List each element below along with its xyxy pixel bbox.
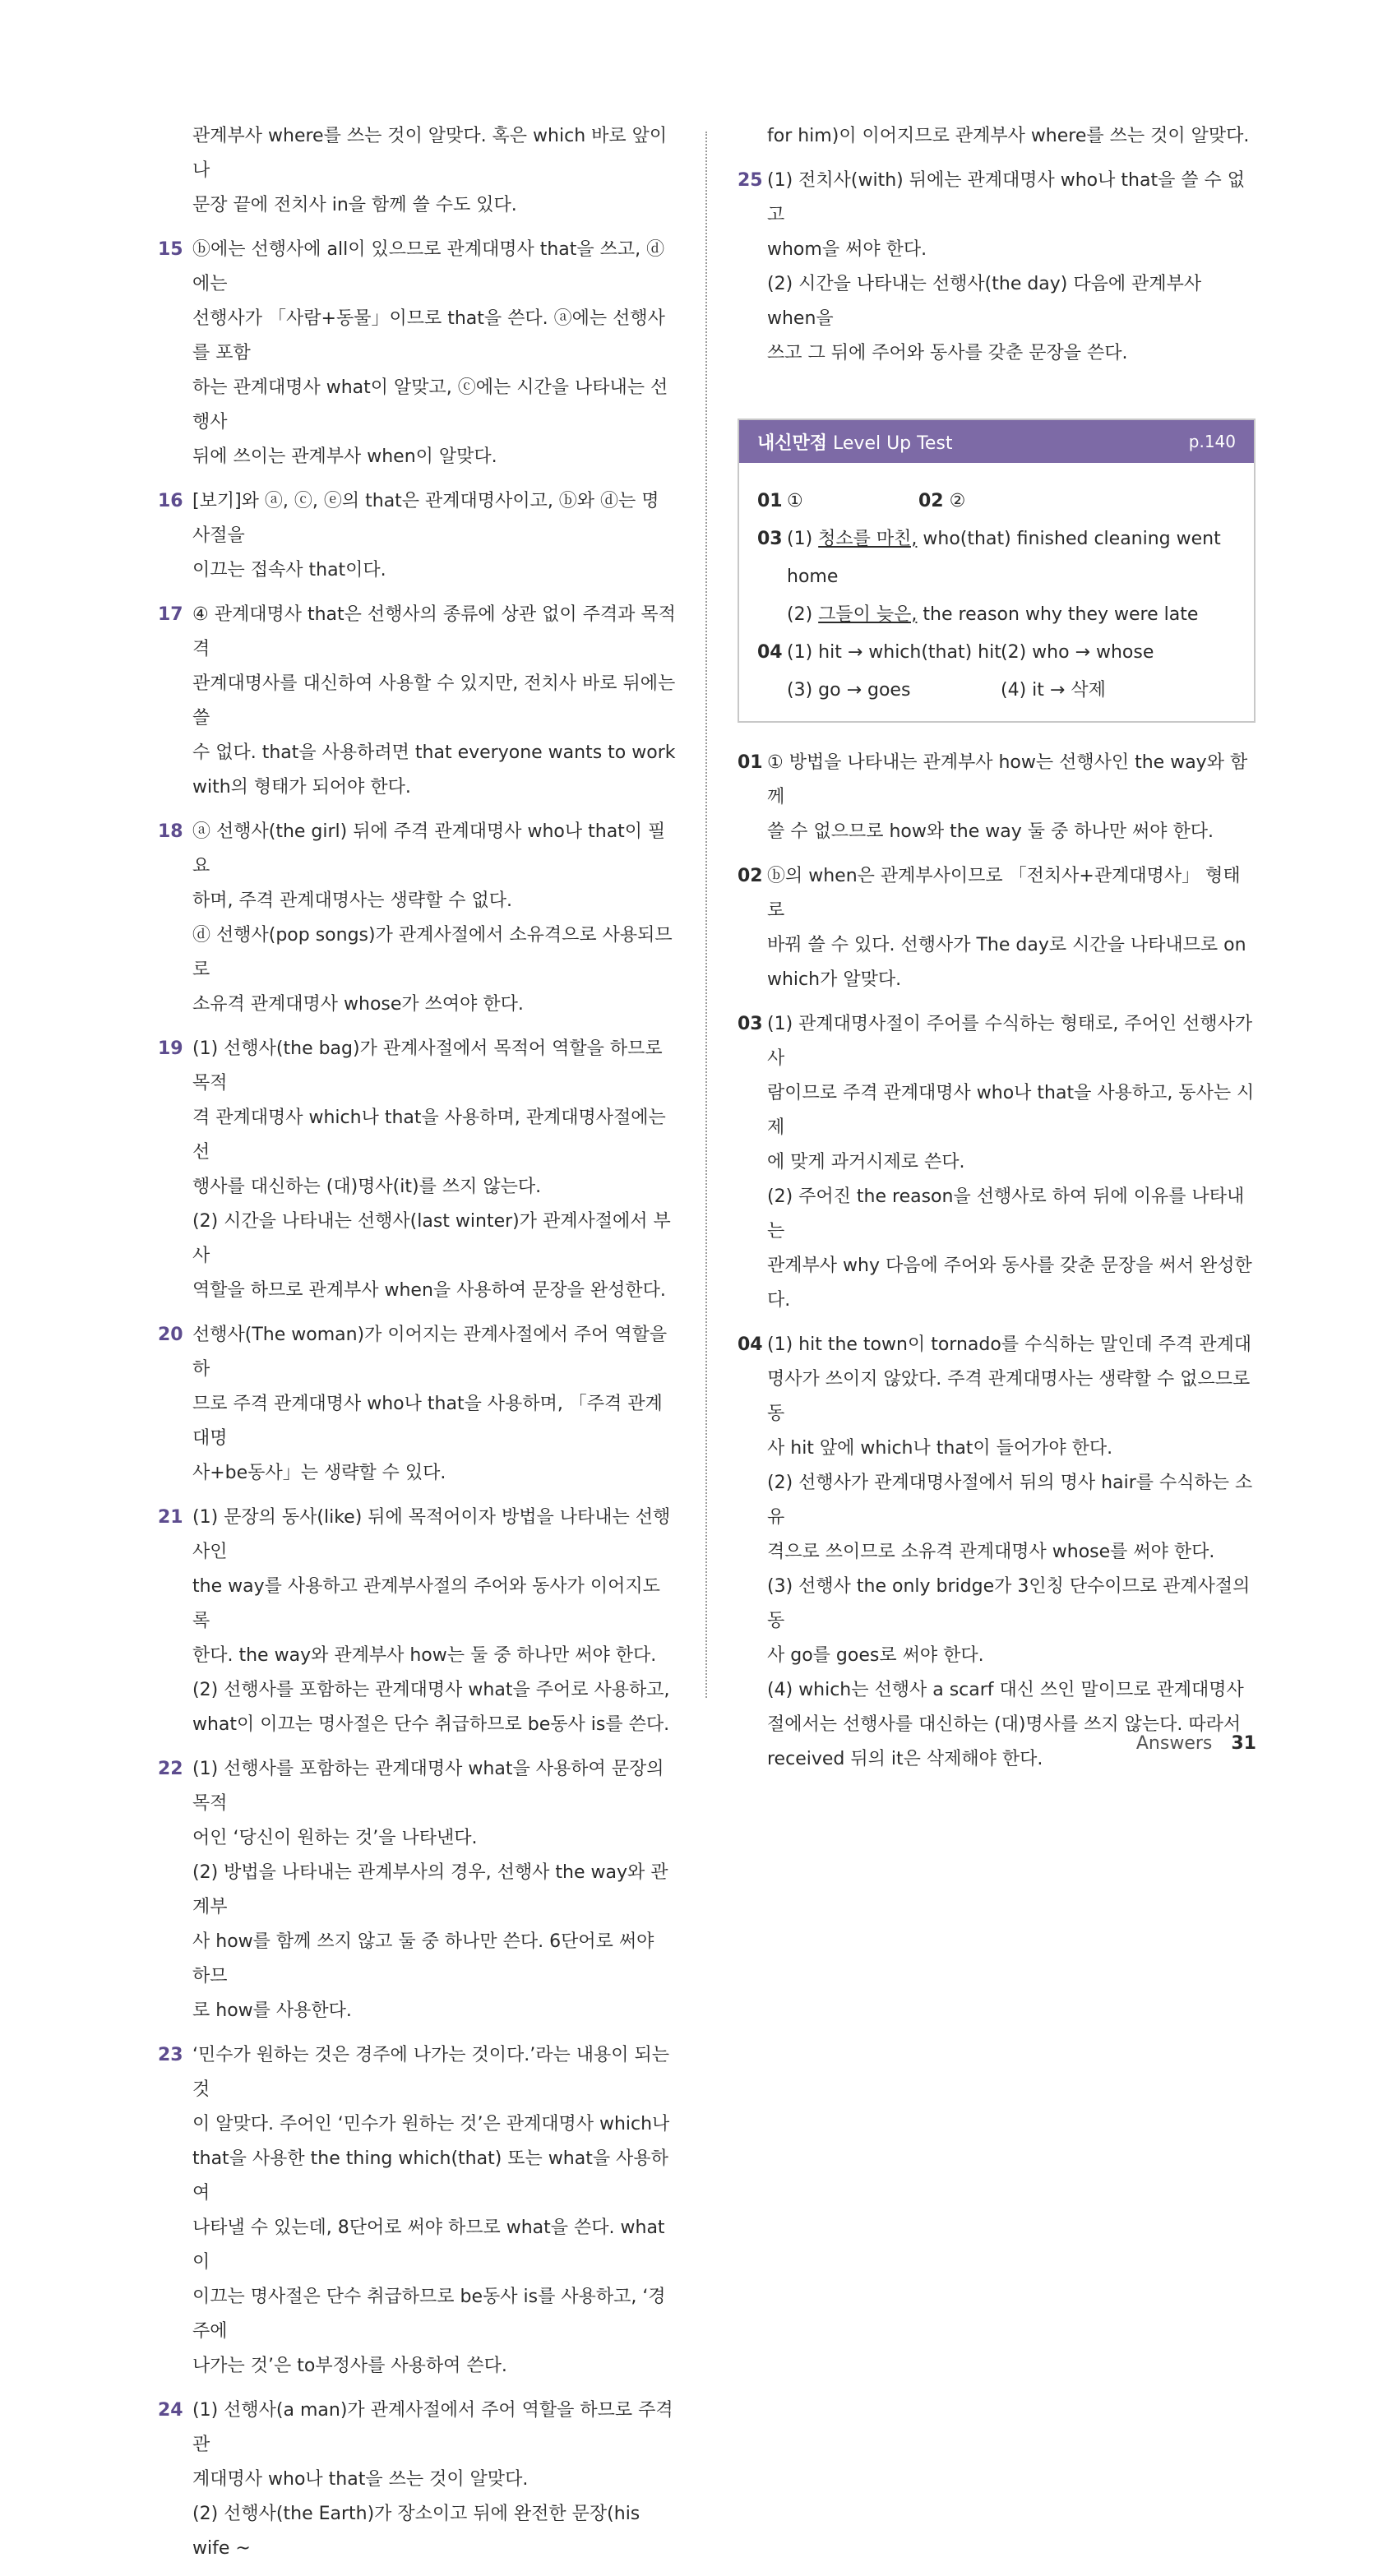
answer-item-19 <box>158 1032 676 1308</box>
left-column <box>158 119 676 2576</box>
text-line: that을 사용한 the thing which(that) 또는 what을 사용하여 <box>192 2148 668 2204</box>
item-number: 02 <box>738 866 763 886</box>
text-line: 사+be동사」는 생략할 수 있다. <box>192 1463 446 1483</box>
answer-number: 01 <box>757 491 783 511</box>
answer-item-18 <box>158 815 676 1022</box>
item-number: 04 <box>738 1334 763 1355</box>
explanation-02 <box>738 859 1256 997</box>
text-line: 어인 ‘당신이 원하는 것’을 나타낸다. <box>192 1828 478 1848</box>
answer-text: home <box>787 567 839 587</box>
right-column <box>738 119 1256 1787</box>
text-line: 관계부사 why 다음에 주어와 동사를 갖춘 문장을 써서 완성한다. <box>767 1256 1252 1311</box>
text-line: 관계부사 where를 쓰는 것이 알맞다. 혹은 which 바로 앞이나 <box>192 126 668 181</box>
answer-number: 04 <box>757 642 783 663</box>
answer-text: who(that) finished cleaning went <box>917 529 1221 549</box>
text-line: (1) 관계대명사절이 주어를 수식하는 형태로, 주어인 선행사가 사 <box>767 1014 1253 1069</box>
text-line: (2) 선행사가 관계대명사절에서 뒤의 명사 hair를 수식하는 소유 <box>767 1473 1253 1528</box>
text-line: 사 go를 goes로 써야 한다. <box>767 1645 984 1666</box>
text-line: ⓑ에는 선행사에 all이 있으므로 관계대명사 that을 쓰고, ⓓ에는 <box>192 239 665 294</box>
text-line: with의 형태가 되어야 한다. <box>192 777 411 798</box>
answer-row-04 <box>757 634 1236 672</box>
text-line: 로 how를 사용한다. <box>192 2000 352 2021</box>
item-number: 24 <box>158 2400 183 2421</box>
level-up-test-box <box>738 419 1256 723</box>
explanation-03 <box>738 1007 1256 1318</box>
text-line: ⓑ의 when은 관계부사이므로 「전치사+관계대명사」 형태로 <box>767 866 1241 921</box>
answer-item-15 <box>158 233 676 474</box>
text-line: what이 이끄는 명사절은 단수 취급하므로 be동사 is를 쓴다. <box>192 1714 670 1735</box>
text-line: the way를 사용하고 관계부사절의 주어와 동사가 이어지도록 <box>192 1576 660 1631</box>
text-line: (2) 선행사를 포함하는 관계대명사 what을 주어로 사용하고, <box>192 1680 670 1700</box>
item-number: 22 <box>158 1759 183 1779</box>
text-line: [보기]와 ⓐ, ⓒ, ⓔ의 that은 관계대명사이고, ⓑ와 ⓓ는 명사절을 <box>192 491 659 546</box>
page-footer <box>1136 1733 1256 1754</box>
answer-row-03 <box>757 520 1236 558</box>
text-line: ④ 관계대명사 that은 선행사의 종류에 상관 없이 주격과 목적격 <box>192 604 676 659</box>
item-number: 18 <box>158 821 183 842</box>
text-line: 하며, 주격 관계대명사는 생략할 수 없다. <box>192 890 512 911</box>
text-line: (3) 선행사 the only bridge가 3인칭 단수이므로 관계사절의 동 <box>767 1576 1251 1631</box>
text-line: (2) 선행사(the Earth)가 장소이고 뒤에 완전한 문장(his wife ~ <box>192 2504 641 2559</box>
underlined-text: 그들이 늦은, <box>818 604 918 625</box>
answer-item-25 <box>738 164 1256 371</box>
text-line: (2) 주어진 the reason을 선행사로 하여 뒤에 이유를 나타내는 <box>767 1186 1245 1242</box>
item-number: 15 <box>158 239 183 260</box>
item-number: 25 <box>738 170 763 191</box>
answer-item-24 <box>158 2393 676 2566</box>
title-english: Level Up Test <box>833 432 953 454</box>
text-line: 행사를 대신하는 (대)명사(it)를 쓰지 않는다. <box>192 1177 542 1197</box>
box-answers <box>739 463 1254 721</box>
text-line: (2) 방법을 나타내는 관계부사의 경우, 선행사 the way와 관계부 <box>192 1862 668 1917</box>
answer-text: (3) go → goes <box>787 680 911 701</box>
text-line: (1) 전치사(with) 뒤에는 관계대명사 who나 that을 쓸 수 없고 <box>767 170 1246 225</box>
text-line: 격 관계대명사 which나 that을 사용하며, 관계대명사절에는 선 <box>192 1108 666 1163</box>
answer-text: (4) it → 삭제 <box>1001 680 1106 701</box>
item-number: 23 <box>158 2045 183 2065</box>
text-line: (2) 시간을 나타내는 선행사(last winter)가 관계사절에서 부사 <box>192 1211 671 1266</box>
text-line: 한다. the way와 관계부사 how는 둘 중 하나만 써야 한다. <box>192 1645 657 1666</box>
answer-item-20 <box>158 1318 676 1491</box>
text-line: (1) 선행사(a man)가 관계사절에서 주어 역할을 하므로 주격 관 <box>192 2400 673 2455</box>
answer-row-03-cont <box>757 558 1236 596</box>
answer-item-22 <box>158 1752 676 2028</box>
item-number: 17 <box>158 604 183 625</box>
continued-text <box>738 119 1256 154</box>
explanation-04 <box>738 1328 1256 1777</box>
answer-item-17 <box>158 598 676 805</box>
box-title <box>757 429 952 455</box>
text-line: 이끄는 명사절은 단수 취급하므로 be동사 is를 사용하고, ‘경주에 <box>192 2287 666 2342</box>
item-number: 16 <box>158 491 183 511</box>
text-line: 선행사가 「사람+동물」이므로 that을 쓴다. ⓐ에는 선행사를 포함 <box>192 308 665 363</box>
text-line: 나가는 것’은 to부정사를 사용하여 쓴다. <box>192 2356 507 2376</box>
text-line: (2) 시간을 나타내는 선행사(the day) 다음에 관계부사 when을 <box>767 274 1202 329</box>
answer-text: (2) who → whose <box>1001 642 1154 663</box>
explanation-01 <box>738 746 1256 849</box>
answer-row-04-2 <box>757 672 1236 710</box>
item-number: 21 <box>158 1507 183 1528</box>
text-line: 소유격 관계대명사 whose가 쓰여야 한다. <box>192 994 524 1015</box>
text-line: 관계대명사를 대신하여 사용할 수 있지만, 전치사 바로 뒤에는 쓸 <box>192 673 676 728</box>
page-number: 31 <box>1231 1733 1256 1754</box>
text-line: (4) which는 선행사 a scarf 대신 쓰인 말이므로 관계대명사 <box>767 1680 1244 1700</box>
text-line: 명사가 쓰이지 않았다. 주격 관계대명사는 생략할 수 없으므로 동 <box>767 1369 1251 1424</box>
text-line: received 뒤의 it은 삭제해야 한다. <box>767 1749 1043 1769</box>
answer-number: 02 <box>918 491 944 511</box>
text-line: (1) 선행사(the bag)가 관계사절에서 목적어 역할을 하므로 목적 <box>192 1038 663 1094</box>
continued-text <box>158 119 676 223</box>
answer-text: the reason why they were late <box>917 604 1199 625</box>
footer-label: Answers <box>1135 1733 1213 1754</box>
text-line: 에 맞게 과거시제로 쓴다. <box>767 1152 965 1172</box>
text-line: 바꿔 쓸 수 있다. 선행사가 The day로 시간을 나타내므로 on <box>767 935 1246 955</box>
item-number: 20 <box>158 1325 183 1345</box>
answer-number: 03 <box>757 529 783 549</box>
underlined-text: 청소를 마친, <box>818 529 918 549</box>
text-line: 사 how를 함께 쓰지 않고 둘 중 하나만 쓴다. 6단어로 써야 하므 <box>192 1931 654 1986</box>
text-line: 쓸 수 없으므로 how와 the way 둘 중 하나만 써야 한다. <box>767 821 1214 842</box>
text-line: 선행사(The woman)가 이어지는 관계사절에서 주어 역할을 하 <box>192 1325 668 1380</box>
title-korean: 내신만점 <box>757 432 828 454</box>
text-line: 므로 주격 관계대명사 who나 that을 사용하며, 「주격 관계대명 <box>192 1394 663 1449</box>
text-line: 쓰고 그 뒤에 주어와 동사를 갖춘 문장을 쓴다. <box>767 343 1128 363</box>
text-line: 하는 관계대명사 what이 알맞고, ⓒ에는 시간을 나타내는 선행사 <box>192 377 668 432</box>
item-number: 03 <box>738 1014 763 1034</box>
answer-item-16 <box>158 484 676 588</box>
answer-02 <box>918 483 965 520</box>
text-line: ‘민수가 원하는 것은 경주에 나가는 것이다.’라는 내용이 되는 것 <box>192 2045 669 2100</box>
sub-label: (2) <box>787 604 813 625</box>
sub-label: (1) <box>787 529 813 549</box>
text-line: 수 없다. that을 사용하려면 that everyone wants to work <box>192 742 676 763</box>
text-line: ⓐ 선행사(the girl) 뒤에 주격 관계대명사 who나 that이 필요 <box>192 821 666 876</box>
answer-value: ② <box>949 491 966 511</box>
text-line: 이끄는 접속사 that이다. <box>192 560 386 580</box>
text-line: ① 방법을 나타내는 관계부사 how는 선행사인 the way와 함께 <box>767 752 1248 807</box>
column-divider <box>705 132 707 1698</box>
text-line: 이 알맞다. 주어인 ‘민수가 원하는 것’은 관계대명사 which나 <box>192 2114 670 2134</box>
text-line: 사 hit 앞에 which나 that이 들어가야 한다. <box>767 1438 1113 1459</box>
text-line: 격으로 쓰이므로 소유격 관계대명사 whose를 써야 한다. <box>767 1542 1215 1562</box>
answer-row-03-2 <box>757 596 1236 634</box>
answer-value: ① <box>787 491 803 511</box>
text-line: (1) hit the town이 tornado를 수식하는 말인데 주격 관계대 <box>767 1334 1252 1355</box>
text-line: which가 알맞다. <box>767 969 902 990</box>
answer-text: (1) hit → which(that) hit <box>787 642 1001 663</box>
text-line: ⓓ 선행사(pop songs)가 관계사절에서 소유격으로 사용되므로 <box>192 925 673 980</box>
text-line: 나타낼 수 있는데, 8단어로 써야 하므로 what을 쓴다. what이 <box>192 2218 665 2273</box>
answer-item-21 <box>158 1501 676 1742</box>
item-number: 01 <box>738 752 763 773</box>
text-line: 절에서는 선행사를 대신하는 (대)명사를 쓰지 않는다. 따라서 <box>767 1714 1242 1735</box>
text-line: 뒤에 쓰이는 관계부사 when이 알맞다. <box>192 446 497 467</box>
text-line: whom을 써야 한다. <box>767 239 927 260</box>
text-line: (1) 문장의 동사(like) 뒤에 목적어이자 방법을 나타내는 선행사인 <box>192 1507 671 1562</box>
text-line: (1) 선행사를 포함하는 관계대명사 what을 사용하여 문장의 목적 <box>192 1759 664 1814</box>
page-reference: p.140 <box>1188 432 1236 451</box>
item-number: 19 <box>158 1038 183 1059</box>
text-line: 역할을 하므로 관계부사 when을 사용하여 문장을 완성한다. <box>192 1280 666 1301</box>
text-line: 람이므로 주격 관계대명사 who나 that을 사용하고, 동사는 시제 <box>767 1083 1255 1138</box>
box-header <box>739 420 1254 463</box>
answer-item-23 <box>158 2038 676 2384</box>
text-line: 계대명사 who나 that을 쓰는 것이 알맞다. <box>192 2469 529 2490</box>
text-line: for him)이 이어지므로 관계부사 where를 쓰는 것이 알맞다. <box>767 126 1250 146</box>
answer-row-01-02 <box>757 483 1236 520</box>
text-line: 문장 끝에 전치사 in을 함께 쓸 수도 있다. <box>192 195 517 215</box>
